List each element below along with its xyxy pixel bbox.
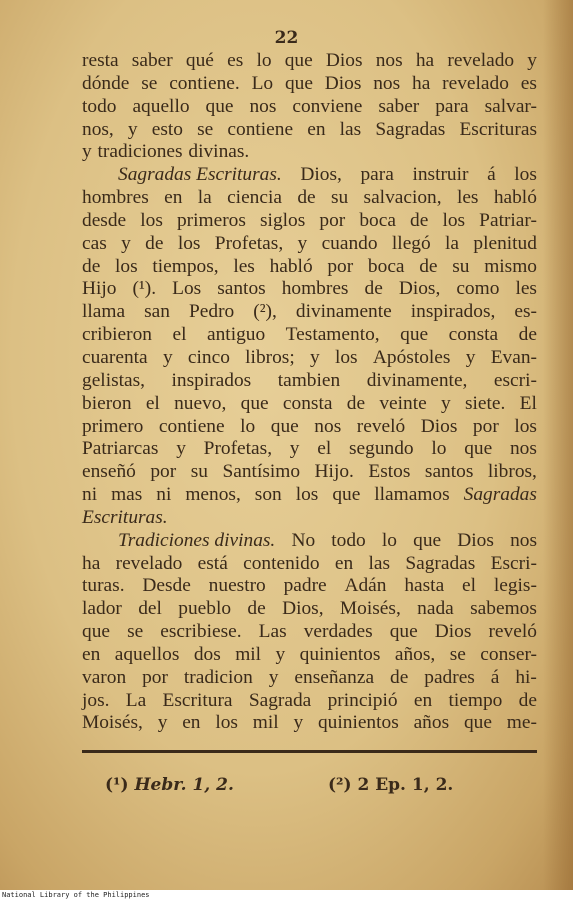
text-line	[82, 96, 537, 119]
word: mismo	[484, 255, 537, 277]
word: nos	[249, 95, 277, 117]
word: siglos	[260, 209, 306, 231]
word: en	[182, 712, 201, 734]
word: lo	[381, 529, 397, 551]
word: que	[463, 712, 492, 734]
word: que	[400, 324, 429, 346]
word: tradiciones	[97, 141, 183, 163]
word: turas.	[82, 575, 125, 597]
word: y	[465, 346, 476, 368]
italic-heading: Sagradas	[463, 484, 537, 506]
word: siete.	[465, 392, 506, 414]
word: todo	[331, 529, 366, 551]
word: antiguo	[207, 324, 266, 346]
word: santos	[217, 278, 266, 300]
word: tiempo	[448, 689, 503, 711]
word: Sagradas	[375, 118, 446, 140]
word: jos.	[82, 689, 110, 711]
word: es-	[514, 301, 537, 323]
word: lo	[240, 415, 256, 437]
word: reveló	[488, 621, 537, 643]
word: aquellos	[114, 643, 180, 665]
text-line	[82, 256, 537, 279]
word: contiene.	[169, 72, 240, 94]
word: menos,	[185, 484, 241, 506]
word: lador	[82, 598, 122, 620]
page-number: 22	[274, 28, 299, 48]
word: les	[515, 278, 537, 300]
word: Evan-	[490, 346, 537, 368]
word: revelado	[442, 72, 509, 94]
word: en	[413, 689, 433, 711]
text-line	[82, 621, 537, 644]
body-text	[82, 50, 537, 735]
word: y	[82, 141, 92, 163]
word: me-	[506, 712, 537, 734]
word: Testamento,	[285, 324, 380, 346]
text-line	[82, 712, 537, 735]
word: boca	[359, 209, 396, 231]
word: lo	[256, 50, 272, 71]
word: dónde	[82, 72, 130, 94]
word: Hijo	[82, 278, 117, 300]
word: ni	[156, 484, 172, 506]
word: padre	[283, 575, 327, 597]
text-line	[82, 164, 537, 187]
word: años	[413, 712, 450, 734]
word: Hijo.	[314, 461, 354, 483]
word: mil	[235, 643, 262, 665]
word: Dios	[325, 50, 363, 71]
word: son	[254, 484, 282, 506]
word: El	[519, 392, 537, 414]
word: Escri-	[490, 552, 537, 574]
text-line	[82, 301, 537, 324]
word: boca	[367, 255, 405, 277]
word: como	[456, 278, 500, 300]
text-line	[82, 438, 537, 461]
word: las	[339, 118, 362, 140]
word: los	[215, 712, 238, 734]
word: qué	[185, 50, 214, 71]
library-credit: National Library of the Philippines	[2, 891, 150, 899]
word: nuevo,	[174, 392, 227, 414]
word: su	[452, 255, 470, 277]
word: divinamente,	[366, 369, 468, 391]
word: que	[413, 529, 442, 551]
word: pueblo	[178, 598, 232, 620]
word: enseñó	[82, 461, 136, 483]
word: verdades	[303, 621, 373, 643]
word: se	[127, 621, 144, 643]
word: su	[190, 461, 208, 483]
word: su	[330, 187, 349, 209]
italic-heading: Tradiciones divinas.	[118, 529, 276, 551]
word: Lo	[251, 72, 274, 94]
text-line	[82, 73, 537, 96]
word: habló	[269, 255, 313, 277]
word: salvacion,	[363, 187, 442, 209]
word: dos	[193, 643, 221, 665]
word: Desde	[142, 575, 191, 597]
word: cribieron	[82, 324, 152, 346]
word: los	[177, 232, 201, 254]
word: libros,	[487, 461, 537, 483]
word: les	[456, 187, 479, 209]
word: de	[346, 392, 366, 414]
word: llegó	[391, 232, 431, 254]
word: veinte	[379, 392, 427, 414]
word: el	[145, 392, 160, 414]
word: Escritura	[162, 689, 233, 711]
word: plenitud	[473, 232, 537, 254]
word: Patriar-	[479, 209, 537, 231]
word: (²),	[253, 301, 277, 323]
word: nos	[510, 529, 537, 551]
word: se	[449, 643, 466, 665]
footnote-1-text: Hebr. 1, 2.	[134, 775, 234, 795]
word: saber	[378, 95, 420, 117]
word: y	[275, 643, 286, 665]
word: san	[144, 301, 170, 323]
word: Sagrada	[248, 689, 312, 711]
word: ha	[415, 50, 435, 71]
word: Profetas,	[203, 438, 273, 460]
word: tradicion	[183, 666, 253, 688]
word: por	[472, 415, 499, 437]
word: y	[121, 232, 131, 254]
footnote-2-marker: (²)	[328, 775, 352, 795]
text-line	[82, 233, 537, 256]
word: Dios,	[398, 278, 441, 300]
text-line	[82, 210, 537, 233]
word: conser-	[480, 643, 537, 665]
text-line	[82, 553, 537, 576]
word: años,	[394, 643, 436, 665]
word: hombres	[281, 278, 349, 300]
word: á	[487, 164, 496, 186]
text-line	[82, 530, 537, 553]
word: que	[240, 392, 269, 414]
footnote-rule	[82, 750, 537, 753]
word: Pedro	[189, 301, 235, 323]
word: Adán	[344, 575, 387, 597]
word: inspirados	[171, 369, 252, 391]
word: Estos	[368, 461, 411, 483]
word: Moisés,	[339, 598, 401, 620]
word: la	[445, 232, 460, 254]
word: el	[462, 575, 476, 597]
word: aquello	[132, 95, 190, 117]
word: para	[360, 164, 394, 186]
word: de	[82, 255, 101, 277]
word: escribiese.	[160, 621, 242, 643]
word: escri-	[493, 369, 537, 391]
word: de	[518, 689, 537, 711]
word: Apóstoles	[372, 346, 451, 368]
word: y	[127, 118, 138, 140]
word: llama	[82, 301, 126, 323]
text-line	[82, 598, 537, 621]
word: hi-	[515, 666, 537, 688]
word: Santísimo	[222, 461, 301, 483]
word: les	[233, 255, 255, 277]
word: La	[125, 689, 147, 711]
word: Dios	[420, 415, 458, 437]
text-line	[82, 187, 537, 210]
word: que	[332, 484, 361, 506]
word: mas	[111, 484, 143, 506]
word: que	[205, 95, 234, 117]
italic-heading: Escrituras.	[82, 506, 168, 528]
word: contiene	[158, 415, 225, 437]
word: Profetas,	[214, 232, 284, 254]
word: que	[82, 621, 110, 643]
word: varon	[82, 666, 127, 688]
word: todo	[82, 95, 117, 117]
word: los	[442, 209, 466, 231]
word: que	[464, 438, 493, 460]
word: que	[284, 72, 313, 94]
word: y	[268, 666, 279, 688]
word: revelado	[447, 50, 515, 71]
word: en	[334, 552, 354, 574]
word: el	[317, 438, 332, 460]
word: mil	[252, 712, 279, 734]
word: las	[368, 552, 391, 574]
word: por	[150, 461, 177, 483]
word: y	[293, 712, 304, 734]
text-line	[82, 507, 537, 530]
word: ha	[82, 552, 101, 574]
word: nada	[417, 598, 454, 620]
footnote-2	[328, 775, 453, 795]
italic-heading: Sagradas Escrituras.	[118, 164, 282, 186]
word: y	[310, 346, 320, 368]
word: sabemos	[470, 598, 537, 620]
word: cas	[82, 232, 107, 254]
word: nos	[314, 415, 342, 437]
word: de	[518, 324, 537, 346]
text-line	[82, 667, 537, 690]
word: primero	[82, 415, 144, 437]
word: los	[140, 209, 163, 231]
word: (¹).	[132, 278, 157, 300]
word: de	[410, 209, 429, 231]
word: se	[141, 72, 158, 94]
word: y	[176, 438, 186, 460]
word: principió	[327, 689, 398, 711]
word: santos	[424, 461, 474, 483]
word: nos	[373, 72, 401, 94]
word: es	[227, 50, 244, 71]
word: Dios	[457, 529, 494, 551]
word: resta	[82, 50, 119, 71]
word: nuestro	[208, 575, 266, 597]
word: saber	[131, 50, 173, 71]
word: contiene	[227, 118, 294, 140]
word: para	[435, 95, 469, 117]
word: de	[390, 666, 409, 688]
word: instruir	[412, 164, 469, 186]
word: en	[164, 187, 183, 209]
word: segundo	[349, 438, 414, 460]
word: hombres	[82, 187, 149, 209]
word: Los	[172, 278, 202, 300]
word: inspirados,	[410, 301, 496, 323]
word: llamamos	[374, 484, 450, 506]
word: de	[419, 255, 438, 277]
word: es	[520, 72, 537, 94]
word: que	[389, 621, 418, 643]
text-line	[82, 141, 537, 164]
word: de	[364, 278, 383, 300]
word: enseñanza	[294, 666, 375, 688]
word: hasta	[404, 575, 445, 597]
word: habló	[493, 187, 537, 209]
word: los	[514, 164, 537, 186]
word: de	[145, 232, 164, 254]
footnote-1-marker: (¹)	[105, 775, 129, 795]
text-line	[82, 370, 537, 393]
word: legis-	[493, 575, 537, 597]
word: en	[82, 643, 101, 665]
word: la	[197, 187, 212, 209]
word: y	[297, 232, 308, 254]
word: el	[172, 324, 187, 346]
word: desde	[82, 209, 127, 231]
word: y	[289, 438, 300, 460]
word: y	[157, 712, 168, 734]
word: No	[291, 529, 316, 551]
word: los	[334, 346, 358, 368]
word: los	[115, 255, 138, 277]
word: por	[142, 666, 168, 688]
text-line	[82, 575, 537, 598]
word: Las	[258, 621, 287, 643]
word: Dios,	[282, 598, 324, 620]
word: tambien	[277, 369, 341, 391]
word: y	[162, 346, 173, 368]
word: Sagradas	[405, 552, 476, 574]
word: Dios,	[300, 164, 342, 186]
footnote-2-text: 2 Ep. 1, 2.	[357, 775, 454, 795]
word: contenido	[243, 552, 320, 574]
word: lo	[431, 438, 447, 460]
word: cuarenta	[82, 346, 148, 368]
word: cuando	[321, 232, 378, 254]
word: quinientos	[299, 643, 381, 665]
word: divinamente	[295, 301, 392, 323]
word: Dios	[324, 72, 362, 94]
text-line	[82, 690, 537, 713]
text-line	[82, 484, 537, 507]
word: y	[527, 50, 537, 71]
word: quinientos	[317, 712, 399, 734]
word: por	[319, 209, 346, 231]
footnote-1	[105, 775, 234, 795]
word: Dios	[434, 621, 472, 643]
word: gelistas,	[82, 369, 146, 391]
word: á	[490, 666, 500, 688]
word: ciencia	[227, 187, 282, 209]
word: ha	[412, 72, 431, 94]
word: del	[138, 598, 162, 620]
word: de	[247, 598, 266, 620]
word: que	[270, 415, 299, 437]
word: de	[297, 187, 316, 209]
text-line	[82, 644, 537, 667]
text-line	[82, 461, 537, 484]
text-line	[82, 50, 537, 73]
word: ni	[82, 484, 98, 506]
word: está	[197, 552, 228, 574]
word: nos,	[82, 118, 114, 140]
word: Moisés,	[82, 712, 143, 734]
word: consta	[282, 392, 333, 414]
word: reveló	[356, 415, 406, 437]
word: por	[327, 255, 354, 277]
word: nos	[509, 438, 537, 460]
text-line	[82, 278, 537, 301]
text-line	[82, 416, 537, 439]
word: que	[284, 50, 313, 71]
word: se	[197, 118, 214, 140]
word: los	[295, 484, 319, 506]
word: cinco	[187, 346, 230, 368]
word: revelado	[115, 552, 183, 574]
word: esto	[151, 118, 183, 140]
word: primeros	[176, 209, 246, 231]
word: conviene	[292, 95, 363, 117]
page-edge-shadow	[543, 0, 573, 890]
word: y	[441, 392, 451, 414]
text-line	[82, 393, 537, 416]
word: en	[307, 118, 326, 140]
text-line	[82, 347, 537, 370]
word: los	[514, 415, 537, 437]
word: Escrituras	[459, 118, 537, 140]
text-line	[82, 119, 537, 142]
word: libros;	[245, 346, 295, 368]
word: tiempos,	[152, 255, 219, 277]
word: salvar-	[484, 95, 537, 117]
word: padres	[424, 666, 475, 688]
word: Patriarcas	[82, 438, 159, 460]
word: nos	[375, 50, 403, 71]
word: bieron	[82, 392, 132, 414]
text-line	[82, 324, 537, 347]
word: divinas.	[188, 141, 250, 163]
word: consta	[448, 324, 499, 346]
